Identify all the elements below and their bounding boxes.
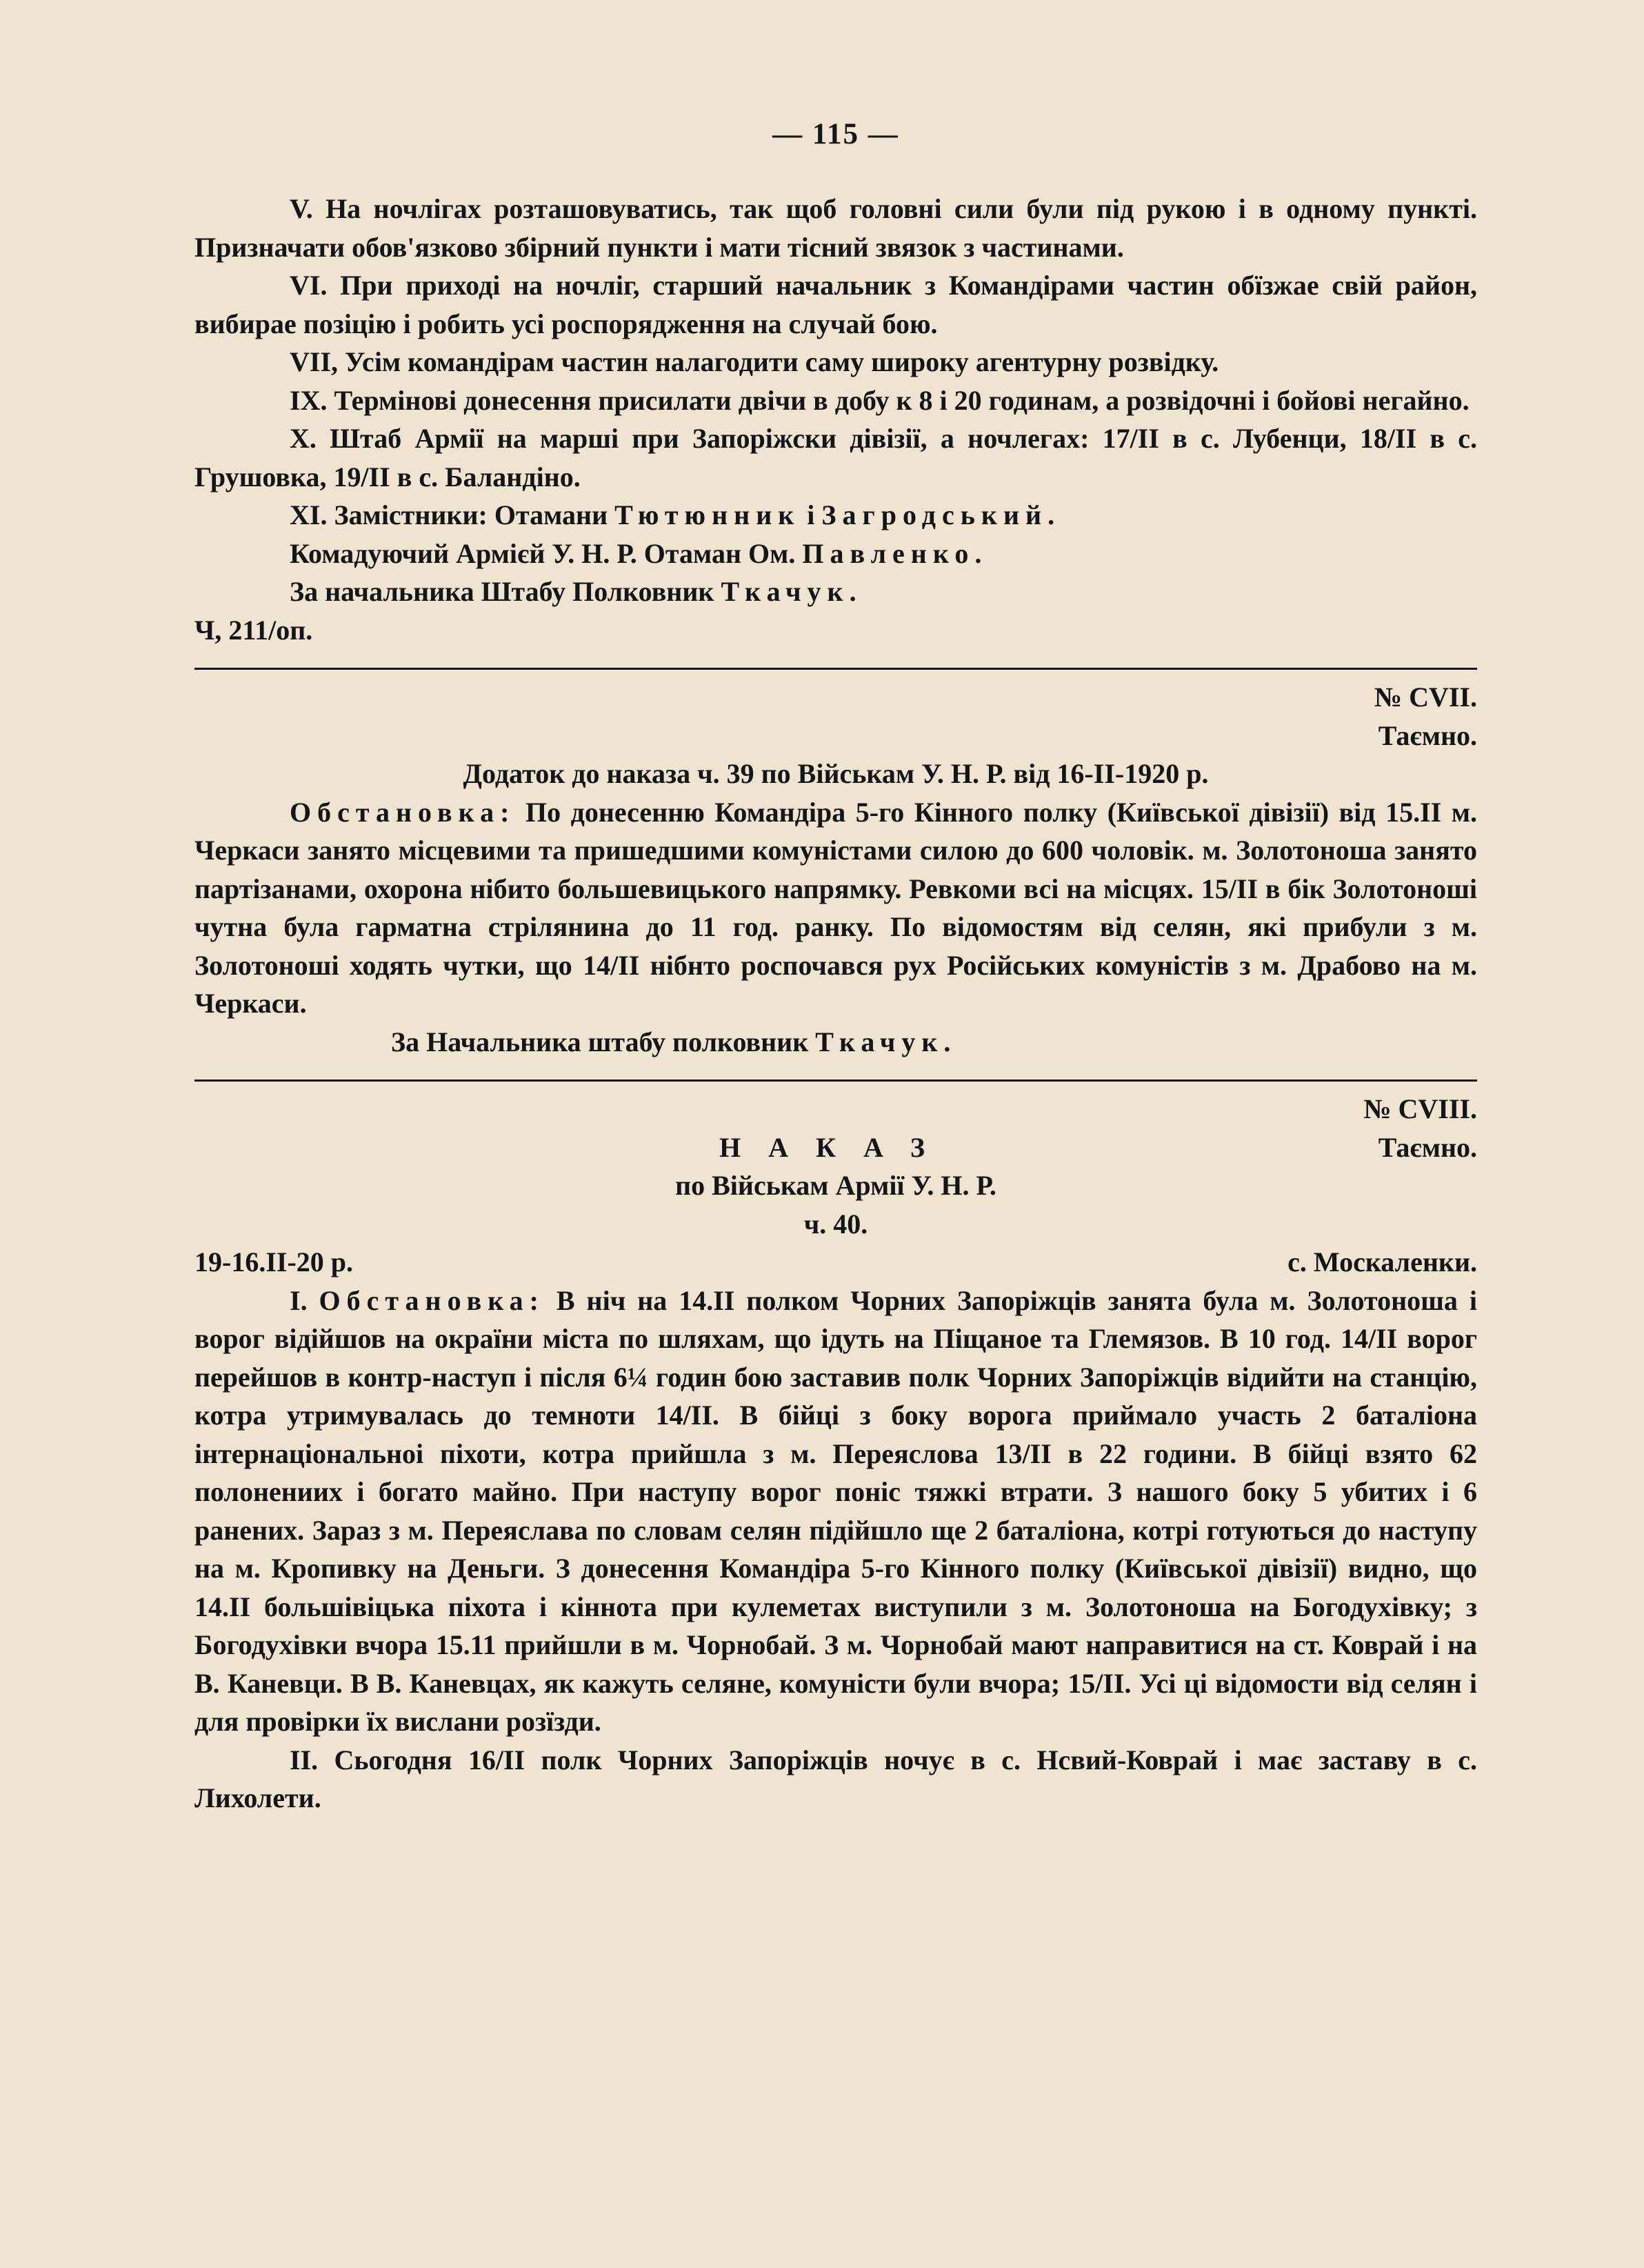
order-date: 19-16.II-20 р.	[194, 1246, 354, 1277]
section-i-label: I.	[290, 1284, 308, 1316]
chief-label: За начальника Штабу Полковник	[290, 576, 714, 607]
commander-signature	[194, 535, 1477, 573]
appendix-signature	[194, 1023, 1477, 1062]
secret-mark: Таємно.	[1378, 719, 1477, 751]
order-subheading: по Військам Армії У. Н. Р.	[675, 1170, 996, 1201]
section-divider	[194, 668, 1477, 670]
deputies-label: XI. Заміcтники: Отамани	[290, 499, 608, 530]
chief-signature	[194, 573, 1477, 611]
document-number-cvii: № CVII.	[1374, 682, 1477, 713]
section-i-text: В ніч на 14.II полком Чорних Запоріжців занята була м. Золотоноша і ворог відійшов на окраїни міста по шляхам, що ідуть на Піщаное та Глемязов. В 10 год. 14/II ворог перейшов в контр-наступ і після 6¼ годин бою заставив полк Чорних Запоріжців відийти на станцію, котра утримувалась до темноти 14/II. В бійці з боку ворога приймало участь 2 баталіона інтернаціональноі піхоти, котра прийшла з м. Переяслова 13/II в 22 години. В бійці взято 62 полонениих і богато майно. При наступу ворог поніс тяжкі втрати. З нашого боку 5 убитих і 6 ранених. Зараз з м. Переяслава по словам селян підійшло ще 2 баталіона, котрі готуються до наступу на м. Кропивку на Деньги. З донесення Командіра 5-го Кінного полку (Київської дівізії) видно, що 14.II большівіцька піхота і кіннота при кулеметах виступили з м. Золотоноша на Богодухівку; з Богодухівки вчора 15.11 прийшли в м. Чорнобай. З м. Чорнобай мают направитися на ст. Коврай і на В. Каневци. В В. Каневцах, як кажуть селяне, комуністи були вчора; 15/II. Усі ці відомости від селян і для провірки їх вислани розїзди.	[194, 1284, 1477, 1737]
section-divider	[194, 1080, 1477, 1082]
paragraph-v: V. На ночлігах розташовуватись, так щоб головні сили були під рукою і в одному пункті. Призначати обов'язково збірний пункти і мати тісний звязок з частинами.	[194, 193, 1477, 263]
secret-mark-2: Таємно.	[1378, 1131, 1477, 1163]
order-number: ч. 40.	[803, 1208, 868, 1240]
paragraph-x: X. Штаб Армії на марші при Запоріжски дівізії, а ночлегах: 17/II в с. Лубенци, 18/II в с. Грушовка, 19/II в с. Баландіно.	[194, 423, 1477, 493]
appendix-title: Додаток до наказа ч. 39 по Військам У. Н. Р. від 16-II-1920 р.	[463, 758, 1209, 789]
document-reference: Ч, 211/оп.	[194, 614, 313, 646]
order-heading-row	[194, 1128, 1477, 1167]
appendix-sign-label: За Начальника штабу полковник	[391, 1026, 809, 1057]
page-number: — 115 —	[772, 118, 899, 150]
commander-name: Павленко.	[802, 537, 988, 569]
order-date-place-row	[194, 1243, 1477, 1282]
chief-name: Ткачук.	[721, 576, 863, 607]
deputy-name-1: Тютюнник	[614, 499, 801, 530]
document-number-cviii: № CVIII.	[1363, 1093, 1477, 1124]
commander-label: Комадуючий Армієй У. Н. Р. Отаман Ом.	[290, 537, 796, 569]
section-i	[194, 1282, 1477, 1741]
paragraph-xi	[194, 496, 1477, 535]
appendix-sign-name: Ткачук.	[815, 1026, 957, 1057]
situation-text: По донесенню Командіра 5-го Кінного полку (Київської дівізії) від 15.II м. Черкаси занято місцевими та пришедшими комуністами силою до 600 чоловік. м. Золотоноша занято партізанами, охорона нібито большевицького напрямку. Ревкоми всі на місцях. 15/II в бік Золотоноші чутна була гарматна стрілянина до 11 год. ранку. По відомостям від селян, які прибули з м. Золотоноші ходять чутки, що 14/II нібнто роспочався рух Російських комуністів з м. Драбово на м. Черкаси.	[194, 796, 1477, 1019]
order-place: с. Москаленки.	[1287, 1246, 1477, 1277]
situation-label: Обстановка:	[290, 796, 516, 828]
paragraph-vi: VI. При приході на ночліг, старший начальник з Командірами частин обїзжае свій район, вибирае позіцію і робить усі роспорядження на случай бою.	[194, 270, 1477, 339]
section-ii: II. Сьогодня 16/II полк Чорних Запоріжців ночує в с. Нсвий-Коврай і має заставу в с. Лихолети.	[194, 1744, 1477, 1813]
paragraph-vii: VII, Усім командірам частин налагодити саму широку агентурну розвідку.	[290, 346, 1219, 377]
deputy-name-2: Загродський.	[821, 499, 1061, 530]
document-page	[194, 117, 1477, 1818]
section-i-word: Обстановка:	[319, 1284, 545, 1316]
deputy-conjunction: і	[807, 499, 815, 530]
situation-paragraph	[194, 793, 1477, 1023]
paragraph-ix: IX. Термінові донесення присилати двічи в добу к 8 і 20 годинам, а розвідочні і бойові негайно.	[290, 384, 1470, 416]
order-heading: НАКАЗ	[719, 1131, 952, 1163]
